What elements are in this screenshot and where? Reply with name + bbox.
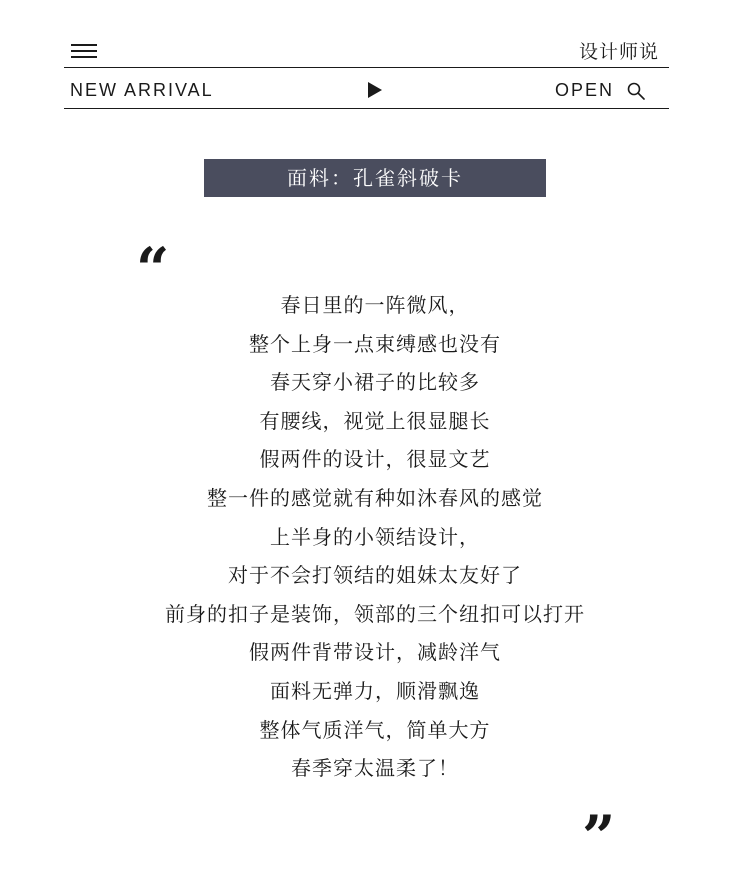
- description-line: 上半身的小领结设计，: [270, 524, 480, 549]
- search-icon[interactable]: [627, 82, 645, 100]
- hamburger-menu-icon[interactable]: [71, 44, 97, 58]
- header-divider-bottom: [64, 108, 669, 109]
- description-line: 春日里的一阵微风，: [280, 293, 470, 317]
- menu-bar-middle: [71, 50, 97, 52]
- menu-bar-bottom: [71, 56, 97, 58]
- description-line: 前身的扣子是装饰，领部的三个纽扣可以打开: [165, 601, 585, 626]
- open-label[interactable]: OPEN: [555, 80, 615, 100]
- new-arrival-label[interactable]: NEW ARRIVAL: [70, 80, 214, 100]
- description-lines: [0, 286, 750, 788]
- description-line: 整体气质洋气，简单大方: [259, 717, 491, 742]
- description-line: 整个上身一点束缚感也没有: [249, 331, 501, 356]
- description-line: 有腰线，视觉上很显腿长: [259, 408, 491, 433]
- open-quote-mark: “: [136, 235, 170, 303]
- description-line: 对于不会打领结的姐妹太友好了: [228, 563, 522, 588]
- description-line: 假两件的设计，很显文艺: [259, 447, 491, 472]
- description-line: 春季穿太温柔了！: [291, 756, 459, 781]
- menu-bar-top: [71, 44, 97, 46]
- designer-says-label[interactable]: 设计师说: [578, 41, 659, 63]
- description-line: 春天穿小裙子的比较多: [270, 370, 480, 395]
- description-line: 整一件的感觉就有种如沐春风的感觉: [207, 485, 543, 510]
- description-line: 假两件背带设计，减龄洋气: [249, 640, 501, 665]
- play-icon[interactable]: [368, 82, 382, 98]
- fabric-banner: 面料：孔雀斜破卡: [204, 159, 546, 197]
- header-divider-top: [64, 67, 669, 68]
- close-quote-mark: ”: [582, 803, 616, 871]
- description-line: 面料无弹力，顺滑飘逸: [270, 678, 480, 703]
